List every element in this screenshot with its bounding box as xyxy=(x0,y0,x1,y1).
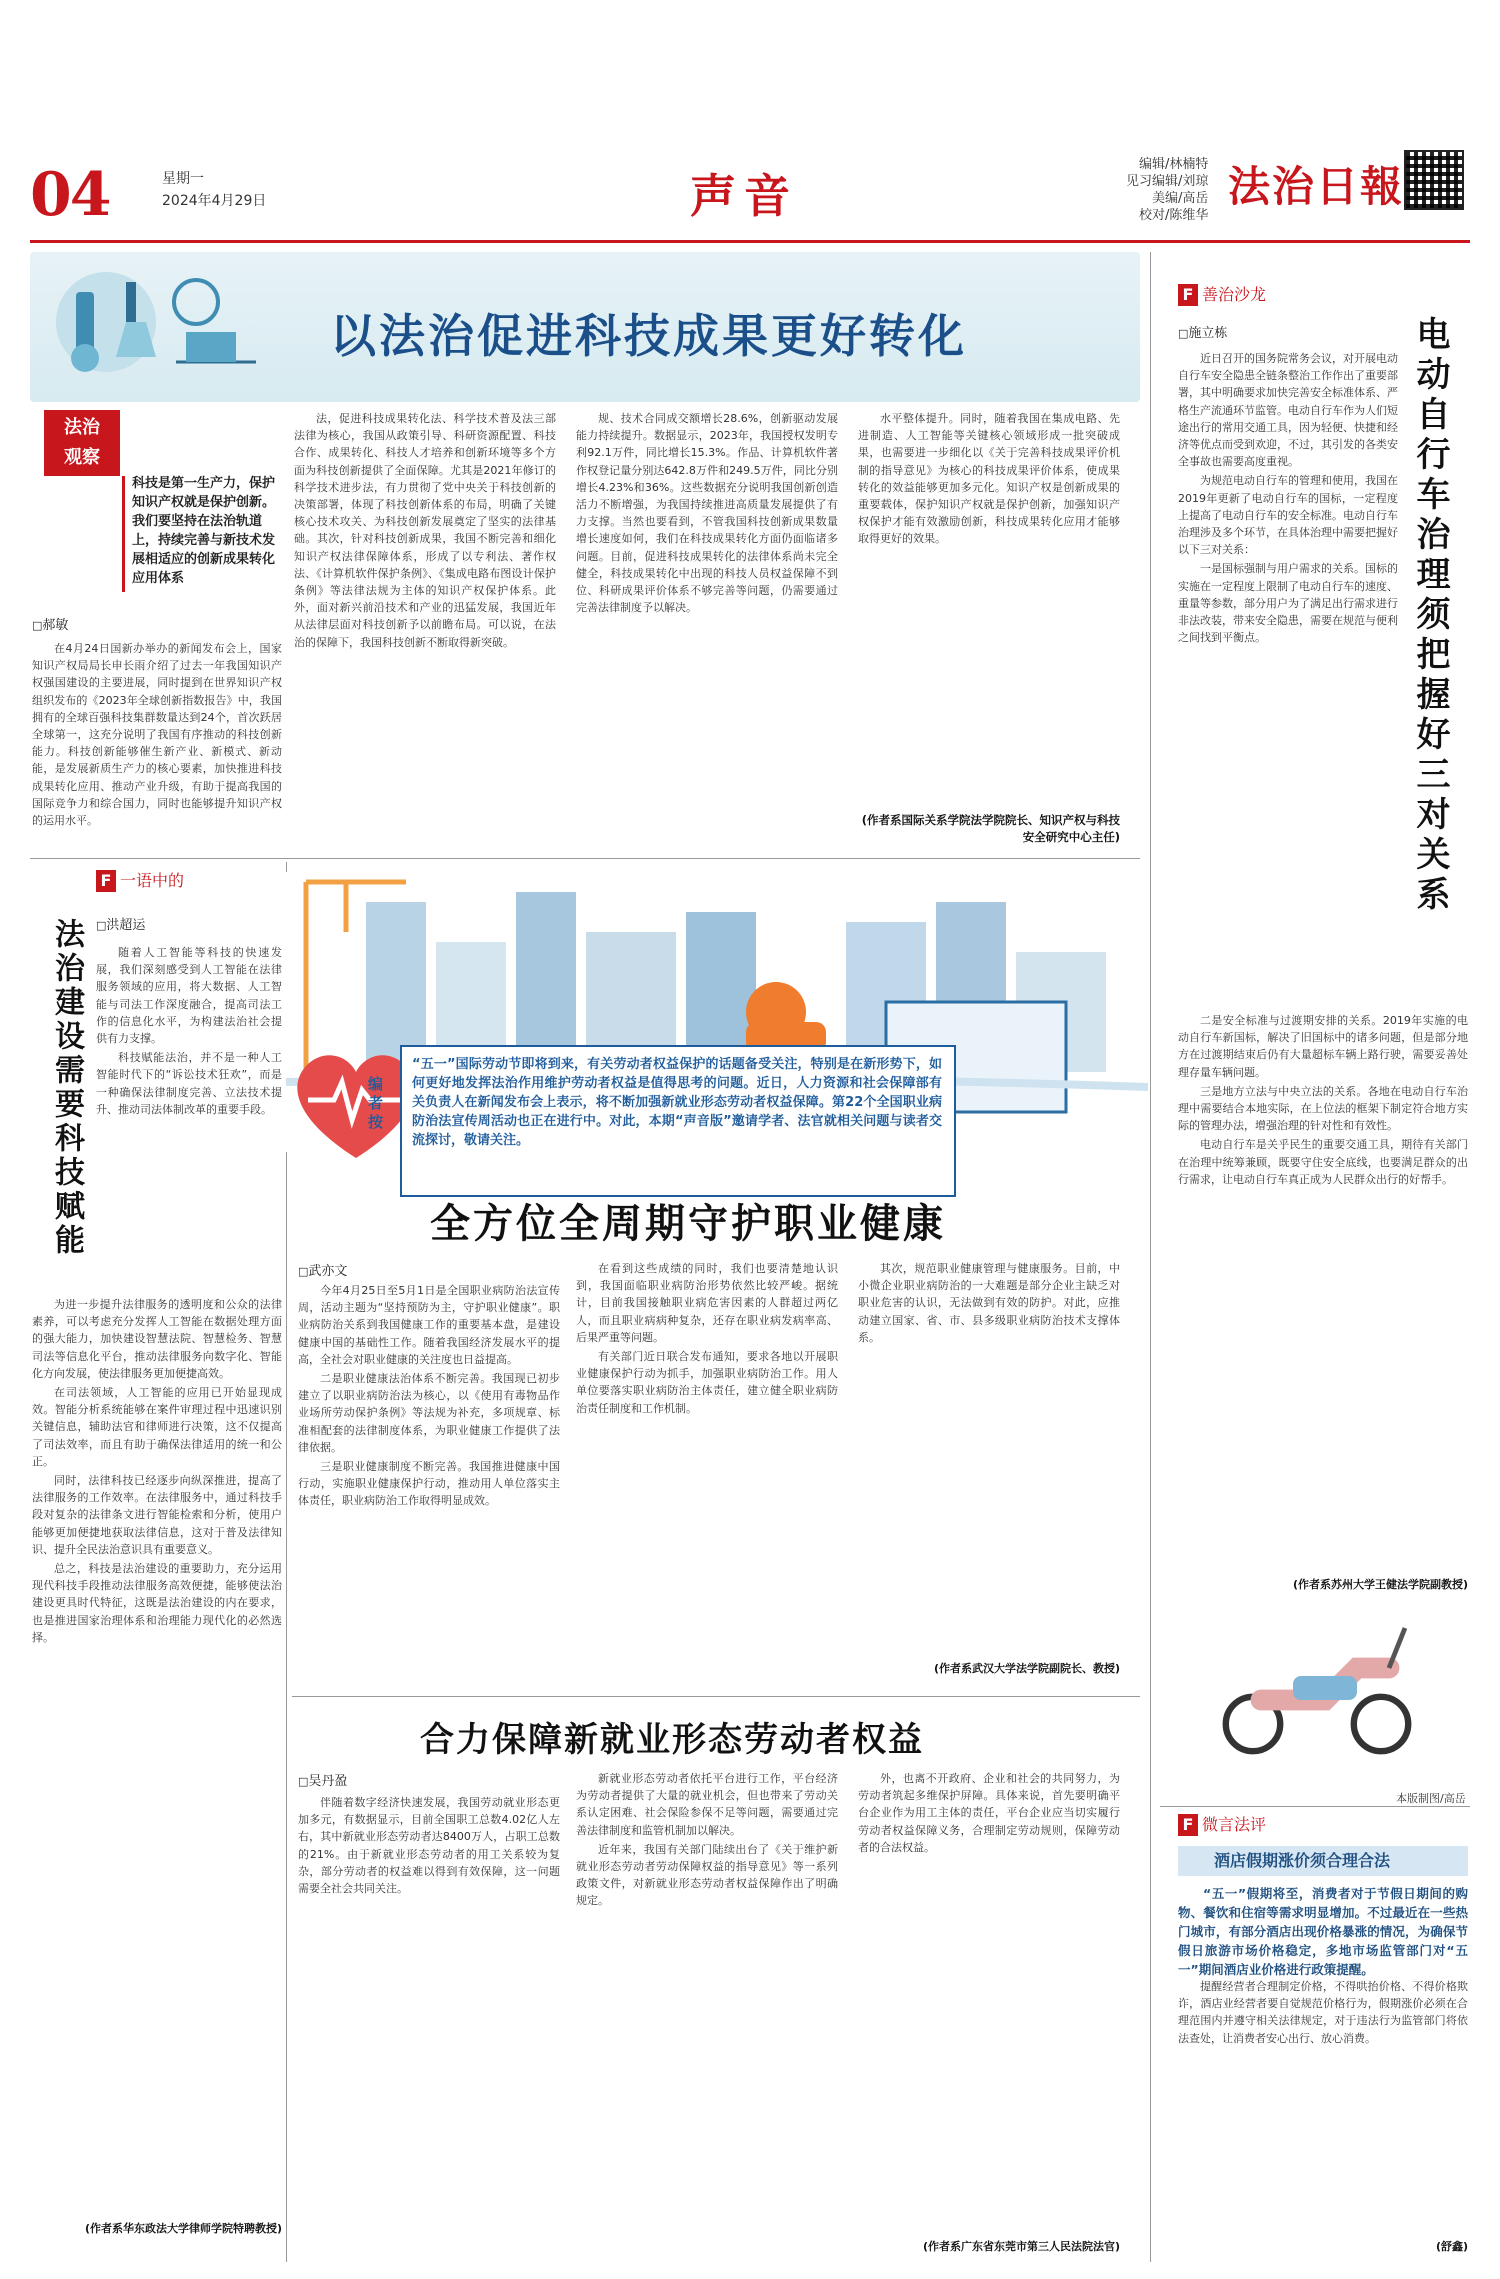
section-title: 声音 xyxy=(690,169,798,223)
paragraph: 二是安全标准与过渡期安排的关系。2019年实施的电动自行车新国标，解决了旧国标中的诸多问题，但是部分地方在过渡期结束后仍有大量超标车辆上路行驶，需要妥善处理存量车辆问题。 xyxy=(1178,1014,1468,1079)
paragraph: 为进一步提升法律服务的透明度和公众的法律素养，可以考虑充分发挥人工智能在数据处理方面的强大能力，加快建设智慧法院、智慧检务、智慧司法等信息化平台，推动法律服务向数字化、智能化方向发展，使法律服务更加便捷高效。 xyxy=(32,1298,282,1380)
paragraph: 随着人工智能等科技的快速发展，我们深刻感受到人工智能在法律服务领域的应用，将大数据、人工智能与司法工作深度融合，提高司法工作的信息化水平，为构建法治社会提供有力支撑。 xyxy=(96,946,282,1046)
right-article-byline: □ 施立栋 xyxy=(1178,322,1227,341)
divider xyxy=(1150,252,1151,2262)
left-article-byline: □ 洪超运 xyxy=(96,914,145,933)
paragraph: 其次，规范职业健康管理与健康服务。目前，中小微企业职业病防治的一大难题是部分企业主缺乏对职业危害的认识，无法做到有效的防护。对此，应推动建立国家、省、市、县多级职业病防治技术支撑体系。 xyxy=(858,1262,1120,1344)
micro-comment-label-text: 微言法评 xyxy=(1202,1815,1267,1834)
paragraph: 一是国标强制与用户需求的关系。国标的实施在一定程度上限制了电动自行车的速度、重量等参数，部分用户为了满足出行需求进行非法改装，带来安全隐患，需要在规范与便利之间找到平衡点。 xyxy=(1178,562,1398,645)
divider xyxy=(30,858,1140,859)
article-1-author-note: (作者系武汉大学法学院副院长、教授) xyxy=(933,1662,1120,1675)
paragraph: 提醒经营者合理制定价格，不得哄抬价格、不得价格欺诈，酒店业经营者要自觉规范价格行为，假期涨价必须在合理范围内并遵守相关法律规定，对于违法行为监管部门将依法查处，让消费者安心出行、放心消费。 xyxy=(1178,1980,1468,2045)
right-article-title: 电动自行车治理须把握好三对关系 xyxy=(1410,316,1450,916)
paragraph: 三是地方立法与中央立法的关系。各地在电动自行车治理中需要结合本地实际，在上位法的框架下制定符合地方实际的管理办法，增强治理的针对性和有效性。 xyxy=(1178,1084,1468,1133)
left-article-title: 法治建设需要科技赋能 xyxy=(49,918,84,1258)
pull-quote-bar xyxy=(122,476,125,592)
right-column-label-text: 善治沙龙 xyxy=(1202,285,1267,304)
micro-comment-title: 酒店假期涨价须合理合法 xyxy=(1214,1851,1391,1870)
newspaper-logo: 法治日報 xyxy=(1228,162,1405,211)
label-icon: F xyxy=(1178,1814,1198,1836)
paragraph: 为规范电动自行车的管理和使用，我国在2019年更新了电动自行车的国标，一定程度上提高了电动自行车的安全标准。电动自行车治理涉及多个环节，在具体治理中需要把握好以下三对关系： xyxy=(1178,474,1398,557)
article-2-column-2 xyxy=(576,1770,838,2262)
paragraph: 外，也离不开政府、企业和社会的共同努力，为劳动者筑起多维保护屏障。具体来说，首先要明确平台企业作为用工主体的责任，平台企业应当切实履行劳动者权益保障义务，合理制定劳动规则，保障劳动者的合法权益。 xyxy=(858,1772,1120,1854)
divider xyxy=(1160,1806,1470,1807)
lead-headline: 以法治促进科技成果更好转化 xyxy=(330,309,967,363)
paragraph: 三是职业健康制度不断完善。我国推进健康中国行动，实施职业健康保护行动，推动用人单位落实主体责任，职业病防治工作取得明显成效。 xyxy=(298,1460,560,1508)
article-2-byline: □ 吴丹盈 xyxy=(298,1770,347,1789)
column-tag-line: 法治 xyxy=(64,417,100,438)
paragraph: 伴随着数字经济快速发展，我国劳动就业形态更加多元，有数据显示，目前全国职工总数4.02亿人左右，其中新就业形态劳动者达8400万人，占职工总数的21%。由于新就业形态劳动者的用工关系较为复杂，部分劳动者的权益难以得到有效保障，这一问题需要全社会共同关注。 xyxy=(298,1796,560,1896)
article-1-byline: □ 武亦文 xyxy=(298,1260,347,1279)
paragraph: 近年来，我国有关部门陆续出台了《关于维护新就业形态劳动者劳动保障权益的指导意见》等一系列政策文件，对新就业形态劳动者权益保障作出了明确规定。 xyxy=(576,1842,838,1908)
issue-date-block xyxy=(162,168,266,212)
art-credit: 本版制图/高岳 xyxy=(1396,1792,1466,1805)
paragraph: 有关部门近日联合发布通知，要求各地以开展职业健康保护行动为抓手，加强职业病防治工作。用人单位要落实职业病防治主体责任，建立健全职业病防治责任制度和工作机制。 xyxy=(576,1350,838,1415)
paragraph: 规、技术合同成交额增长28.6%，创新驱动发展能力持续提升。数据显示，2023年，我国授权发明专利92.1万件，同比增长15.3%。作品、计算机软件著作权登记量分别达642.8万件和249.5万件，同比分别增长4.23%和36%。这些数据充分说明我国创新创造活力不断增强，为我国持续推进高质量发展提供了有力支撑。当然也要看到，不管我国科技创新成果数量增长速度如何，我们在科技成果转化方面仍面临诸多问题。目前，促进科技成果转化的法律体系尚未完全健全，科技成果转化中出现的科技人员权益保障不到位、科研成果评价体系不够完善等问题，仍需要通过完善法律制度予以解决。 xyxy=(576,412,838,615)
left-article-text-bottom xyxy=(32,1296,282,2216)
paragraph: 同时，法律科技已经逐步向纵深推进，提高了法律服务的工作效率。在法律服务中，通过科技手段对复杂的法律条文进行智能检索和分析，使用户能够更加便捷地获取法律信息，这对于普及法律知识、提升全民法治意识具有重要意义。 xyxy=(32,1474,282,1556)
lead-column-2 xyxy=(294,410,556,850)
paragraph: 法，促进科技成果转化法、科学技术普及法三部法律为核心，我国从政策引导、科研资源配置、科技合作、成果转化、科技人才培养和创新环境等多个方面为科技创新提供了全面保障。尤其是2021年修订的科学技术进步法，有力贯彻了党中央关于科技创新的决策部署，体现了科技创新体系的布局，明确了关键核心技术攻关、为科技创新发展奠定了坚实的法律基础。其次，针对科技创新成果，我国不断完善和细化知识产权法律保障体系，形成了以专利法、著作权法、《计算机软件保护条例》、《集成电路布图设计保护条例》等法律法规为主体的知识产权保护体系。此外，面对新兴前沿技术和产业的迅猛发展，我国近年从法律层面对科技创新予以前瞻布局。可以说，在法治的保障下，我国科技创新不断取得新突破。 xyxy=(294,412,556,649)
lead-banner xyxy=(30,252,1140,402)
paragraph: 电动自行车是关乎民生的重要交通工具，期待有关部门在治理中统筹兼顾，既要守住安全底线，也要满足群众的出行需求，让电动自行车真正成为人民群众出行的好帮手。 xyxy=(1178,1138,1468,1186)
paragraph: 在4月24日国新办举办的新闻发布会上，国家知识产权局局长申长雨介绍了过去一年我国知识产权强国建设的主要进展，同时提到在世界知识产权组织发布的《2023年全球创新指数报告》中，我国拥有的全球百强科技集群数量达到24个，首次跃居全球第一，这充分说明了我国有序推动的科技创新能力。科技创新能够催生新产业、新模式、新动能，是发展新质生产力的核心要素，加快推进科技成果转化应用、推动产业升级，有助于提高我国的国际竞争力和综合国力，同时也能够提升知识产权的运用水平。 xyxy=(32,642,282,828)
lead-column-1 xyxy=(32,640,282,852)
article-2-author-note: (作者系广东省东莞市第三人民法院法官) xyxy=(922,2240,1120,2253)
editor-credit: 美编/高岳 xyxy=(1152,191,1209,206)
paragraph: 总之，科技是法治建设的重要助力，充分运用现代科技手段推动法律服务高效便捷，能够使法治建设更具时代特征，这既是法治建设的内在要求，也是推进国家治理体系和治理能力现代化的必然选择。 xyxy=(32,1562,282,1644)
editor-note-text: “五一”国际劳动节即将到来，有关劳动者权益保护的话题备受关注，特别是在新形势下，如何更好地发挥法治作用维护劳动者权益是值得思考的问题。近日，人力资源和社会保障部有关负责人在新闻发布会上表示，将不断加强新就业形态劳动者权益保障。第22个全国职业病防治法宣传周活动也正在进行中。对此，本期“声音版”邀请学者、法官就相关问题与读者交流探讨，敬请关注。 xyxy=(412,1057,942,1148)
lead-byline: □ 郝敏 xyxy=(32,614,68,633)
page-number: 04 xyxy=(30,160,110,230)
qr-code-icon xyxy=(1404,150,1464,210)
right-article-text-bottom xyxy=(1178,1012,1468,1572)
micro-comment-text xyxy=(1178,1978,1468,2234)
divider xyxy=(292,1696,1140,1697)
left-column-label xyxy=(96,868,184,894)
label-icon: F xyxy=(1178,284,1198,306)
paragraph: 近日召开的国务院常务会议，对开展电动自行车安全隐患全链条整治工作作出了重要部署，其中明确要求加快完善安全标准体系、严格生产流通环节监管。电动自行车作为人们短途出行的常用交通工具，因为轻便、快捷和经济等优点而受到欢迎，不过，其引发的各类安全事故也需要高度重视。 xyxy=(1178,352,1398,469)
paragraph: 在司法领域，人工智能的应用已开始显现成效。智能分析系统能够在案件审理过程中迅速识别关键信息，辅助法官和律师进行决策，这不仅提高了司法效率，而且有助于确保法律适用的统一和公正。 xyxy=(32,1386,282,1468)
editor-credits xyxy=(1126,156,1208,224)
paragraph: 水平整体提升。同时，随着我国在集成电路、先进制造、人工智能等关键核心领域形成一批突破成果，也需要进一步细化以《关于完善科技成果评价机制的指导意见》为核心的科技成果评价体系，使成果转化的效益能够更加多元化。知识产权是创新成果的重要载体，保护知识产权就是保护创新，加强知识产权保护才能有效激励创新，科技成果转化应用才能够取得更好的效果。 xyxy=(858,412,1120,546)
paragraph: 在看到这些成绩的同时，我们也要清楚地认识到，我国面临职业病防治形势依然比较严峻。据统计，目前我国接触职业病危害因素的人群超过两亿人，而且职业病病种复杂，还存在职业病发病率高、后果严重等问题。 xyxy=(576,1262,838,1344)
right-article-author-note: (作者系苏州大学王健法学院副教授) xyxy=(1292,1578,1468,1591)
column-tag xyxy=(44,410,120,476)
editor-credit: 校对/陈维华 xyxy=(1139,208,1209,223)
paragraph: 今年4月25日至5月1日是全国职业病防治法宣传周，活动主题为“坚持预防为主，守护职业健康”。职业病防治关系到我国健康工作的重要基本盘，是建设健康中国的基础性工作。随着我国经济发展水平的提高，全社会对职业健康的关注度也日益提高。 xyxy=(298,1284,560,1366)
weekday: 星期一 xyxy=(162,171,204,187)
article-2-title: 合力保障新就业形态劳动者权益 xyxy=(420,1720,924,1760)
lead-column-3 xyxy=(576,410,838,850)
micro-comment-label xyxy=(1178,1812,1266,1836)
editor-credit: 见习编辑/刘琼 xyxy=(1126,174,1209,189)
paragraph: 二是职业健康法治体系不断完善。我国现已初步建立了以职业病防治法为核心，以《使用有毒物品作业场所劳动保护条例》等法规为补充，多项规章、标准相配套的法律制度体系，为职业健康工作提供了法律依据。 xyxy=(298,1372,560,1454)
left-column-label-text: 一语中的 xyxy=(120,871,185,890)
paragraph: 新就业形态劳动者依托平台进行工作，平台经济为劳动者提供了大量的就业机会，但也带来了劳动关系认定困难、社会保险参保不足等问题，需要通过完善法律制度和监管机制加以解决。 xyxy=(576,1772,838,1837)
masthead xyxy=(30,150,1470,235)
right-article-text-top xyxy=(1178,350,1398,1000)
right-column-label xyxy=(1178,282,1266,306)
pull-quote: 科技是第一生产力，保护知识产权就是保护创新。我们要坚持在法治轨道上，持续完善与新技术发展相适应的创新成果转化应用体系 xyxy=(132,476,276,586)
left-article-author-note: (作者系华东政法大学律师学院特聘教授) xyxy=(84,2222,282,2235)
article-2-column-3 xyxy=(858,1770,1120,2236)
editor-credit: 编辑/林楠特 xyxy=(1139,157,1209,172)
editor-note-label: 编者按 xyxy=(368,1075,384,1131)
lead-column-4 xyxy=(858,410,1120,810)
lead-author-note: (作者系国际关系学院法学院院长、知识产权与科技安全研究中心主任) xyxy=(861,813,1120,845)
left-article-text-top xyxy=(96,944,282,1284)
article-1-column-2 xyxy=(576,1260,838,1684)
article-1-column-3 xyxy=(858,1260,1120,1656)
paragraph: 科技赋能法治，并不是一种人工智能时代下的“诉讼技术狂欢”，而是一种确保法律制度完善、立法技术提升、推动司法体制改革的重要手段。 xyxy=(96,1051,282,1116)
masthead-rule xyxy=(30,240,1470,243)
micro-comment-signature: (舒鑫) xyxy=(1435,2240,1468,2253)
label-icon: F xyxy=(96,870,116,892)
issue-date: 2024年4月29日 xyxy=(162,193,267,209)
article-1-column-1 xyxy=(298,1282,560,1684)
micro-comment-title-bar xyxy=(1178,1846,1468,1876)
micro-comment-lead: “五一”假期将至，消费者对于节假日期间的购物、餐饮和住宿等需求明显增加。不过最近在一些热门城市，有部分酒店出现价格暴涨的情况，为确保节假日旅游市场价格稳定，多地市场监管部门对“五一”期间酒店业价格进行政策提醒。 xyxy=(1178,1886,1468,1977)
article-1-title: 全方位全周期守护职业健康 xyxy=(430,1200,946,1247)
article-2-column-1 xyxy=(298,1794,560,2262)
electric-scooter-illustration-icon xyxy=(1180,1604,1470,1784)
science-illustration-icon xyxy=(36,262,266,392)
column-tag-line: 观察 xyxy=(64,447,100,468)
